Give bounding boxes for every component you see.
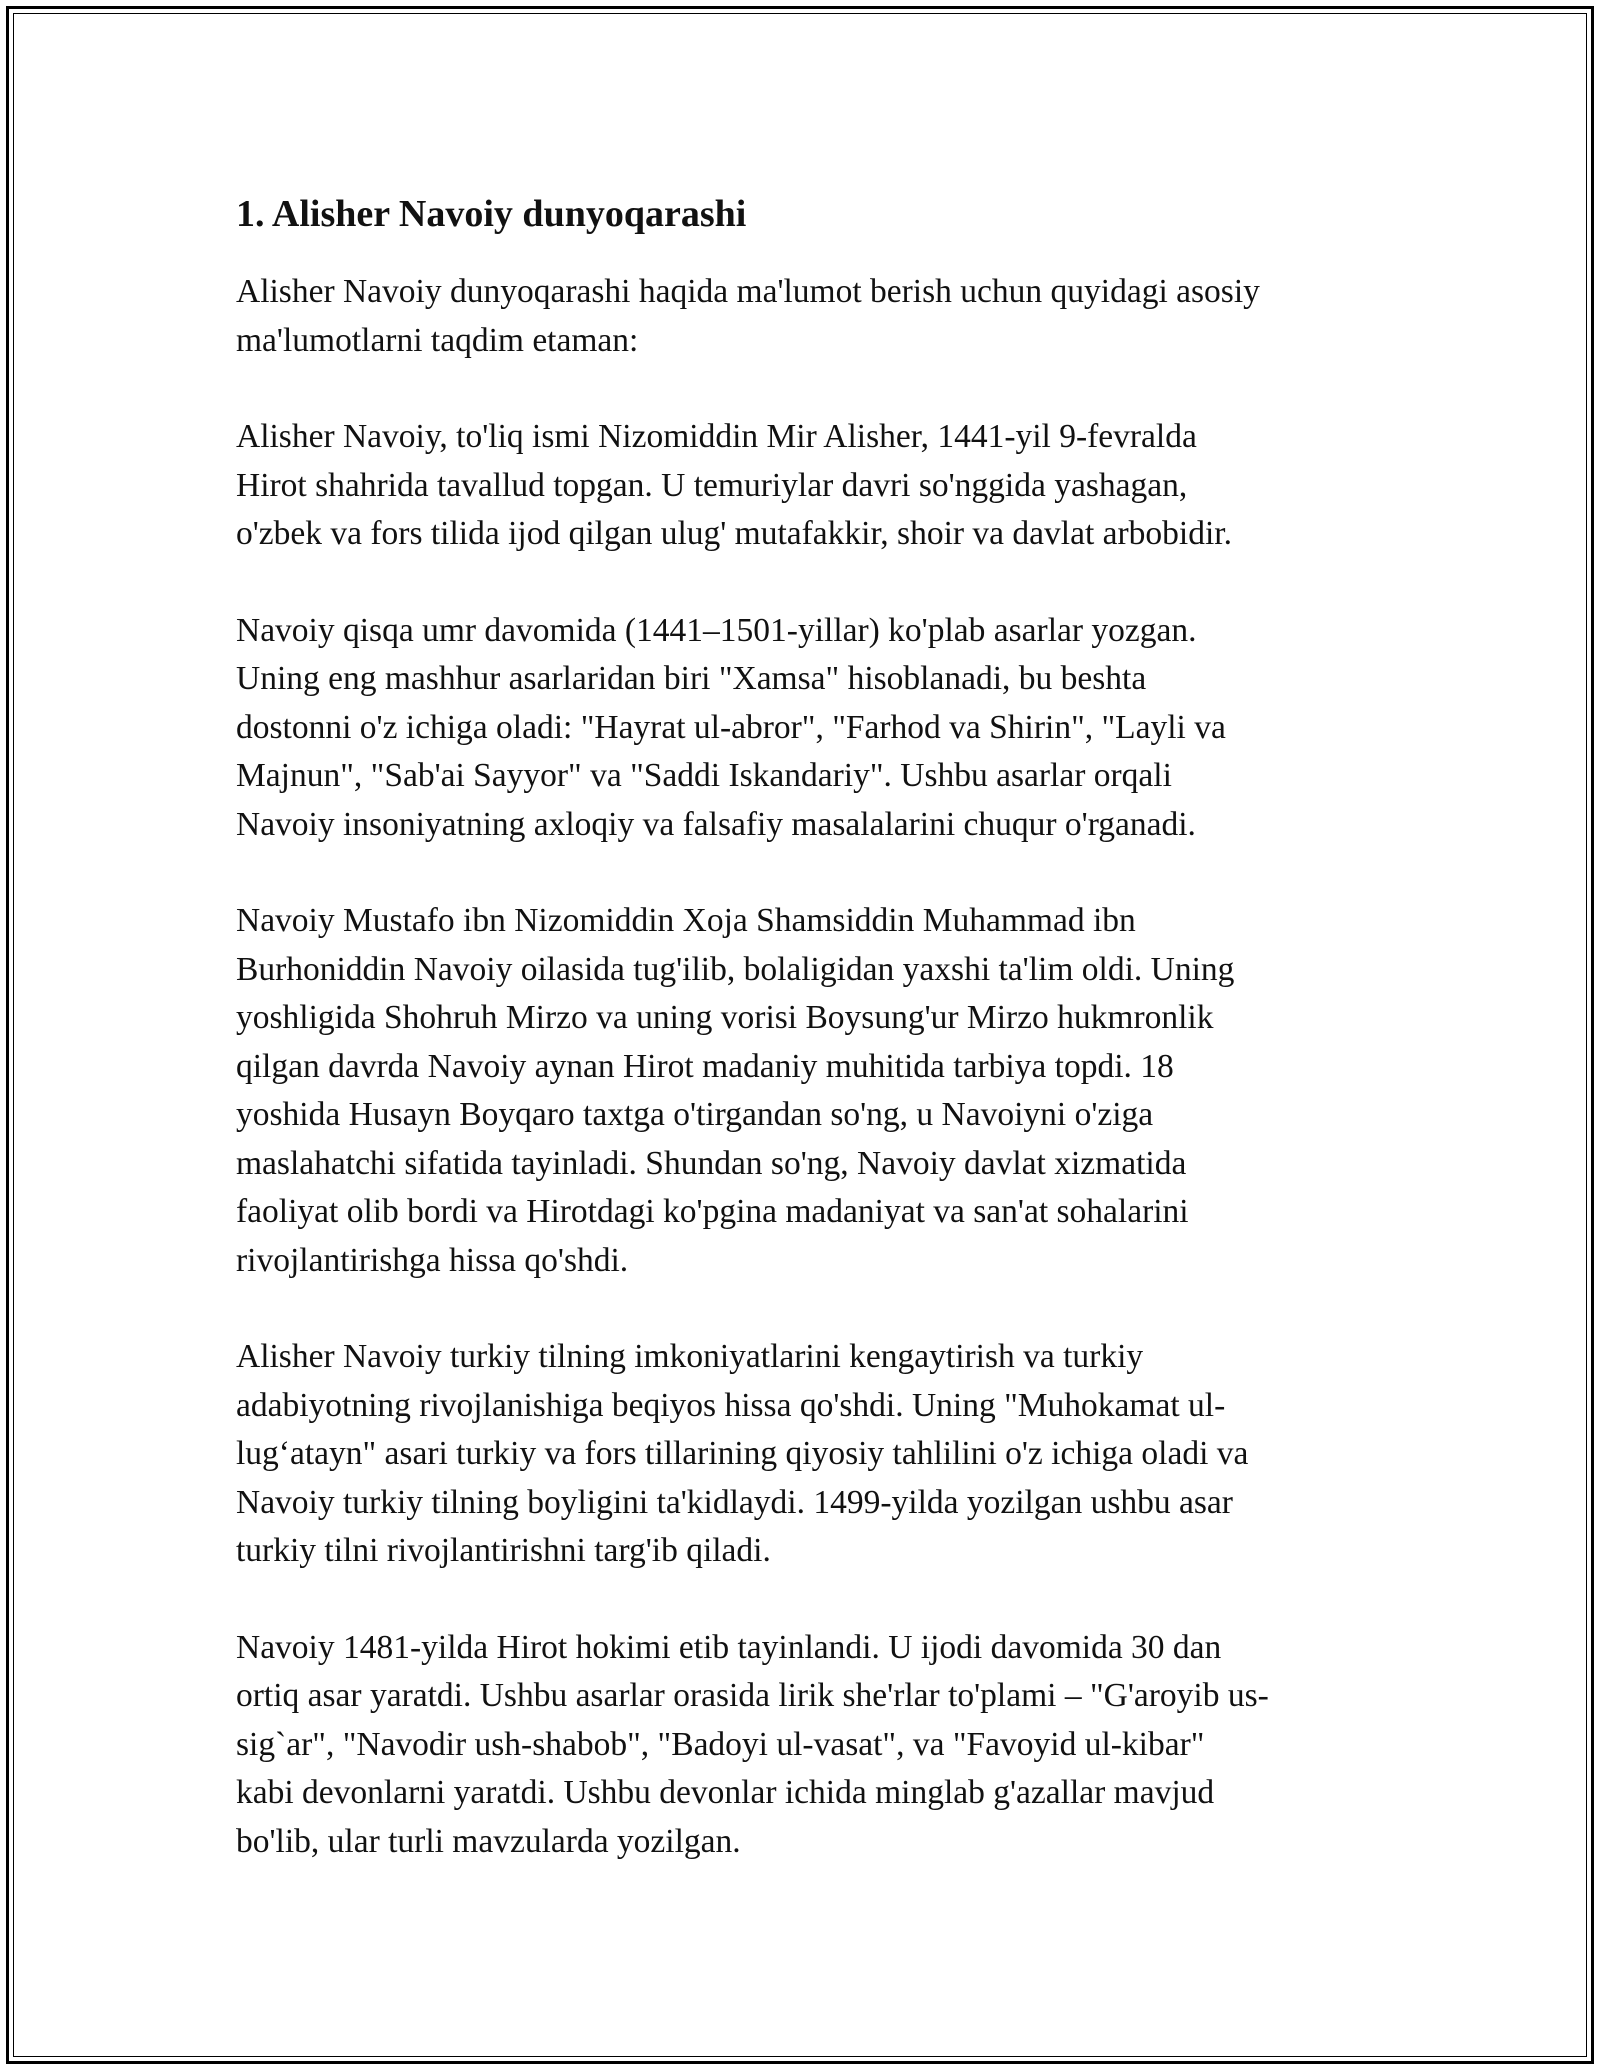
works-paragraph: Navoiy qisqa umr davomida (1441–1501-yillar) ko'plab asarlar yozgan. Uning eng mashhur asarlaridan biri "Xamsa" hisoblanadi, bu beshta dostonni o'z ichiga oladi: "Hayrat ul-abror", "Farhod va Shirin", "Layli va Majnun", "Sab'ai Sayyor" va "Saddi Iskandariy". Ushbu asarlar orqali Navoiy insoniyatning axloqiy va falsafiy masalalarini chuqur o'rganadi. bbox=[236, 611, 1226, 843]
section-heading: 1. Alisher Navoiy dunyoqarashi bbox=[236, 193, 747, 235]
document-body bbox=[236, 186, 1386, 1914]
language-paragraph: Alisher Navoiy turkiy tilning imkoniyatlarini kengaytirish va turkiy adabiyotning rivojlanishiga beqiyos hissa qo'shdi. Uning "Muhokamat ul- lug‘atayn" asari turkiy va fors tillarining qiyosiy tahlilini o'z ichiga oladi va Navoiy turkiy tilning boyligini ta'kidlaydi. 1499-yilda yozilgan ushbu asar turkiy tilni rivojlantirishni targ'ib qiladi. bbox=[236, 1338, 1249, 1569]
governance-paragraph: Navoiy 1481-yilda Hirot hokimi etib tayinlandi. U ijodi davomida 30 dan ortiq asar yaratdi. Ushbu asarlar orasida lirik she'rlar to'plami – "G'aroyib us- sig`ar", "Navodir ush-shabob", "Badoyi ul-vasat", va "Favoyid ul-kibar" kabi devonlarni yaratdi. Ushbu devonlar ichida minglab g'azallar mavjud bo'lib, ular turli mavzularda yozilgan. bbox=[236, 1628, 1269, 1860]
intro-paragraph: Alisher Navoiy dunyoqarashi haqida ma'lumot berish uchun quyidagi asosiy ma'lumotlarni taqdim etaman: bbox=[236, 273, 1260, 359]
biography-paragraph: Alisher Navoiy, to'liq ismi Nizomiddin Mir Alisher, 1441-yil 9-fevralda Hirot shahrida tavallud topgan. U temuriylar davri so'nggida yashagan, o'zbek va fors tilida ijod qilgan ulug' mutafakkir, shoir va davlat arbobidir. bbox=[236, 418, 1232, 552]
family-paragraph: Navoiy Mustafo ibn Nizomiddin Xoja Shamsiddin Muhammad ibn Burhoniddin Navoiy oilasida tug'ilib, bolaligidan yaxshi ta'lim oldi. Uning yoshligida Shohruh Mirzo va uning vorisi Boysung'ur Mirzo hukmronlik qilgan davrda Navoiy aynan Hirot madaniy muhitida tarbiya topdi. 18 yoshida Husayn Boyqaro taxtga o'tirgandan so'ng, u Navoiyni o'ziga maslahatchi sifatida tayinladi. Shundan so'ng, Navoiy davlat xizmatida faoliyat olib bordi va Hirotdagi ko'pgina madaniyat va san'at sohalarini rivojlantirishga hissa qo'shdi. bbox=[236, 902, 1235, 1279]
